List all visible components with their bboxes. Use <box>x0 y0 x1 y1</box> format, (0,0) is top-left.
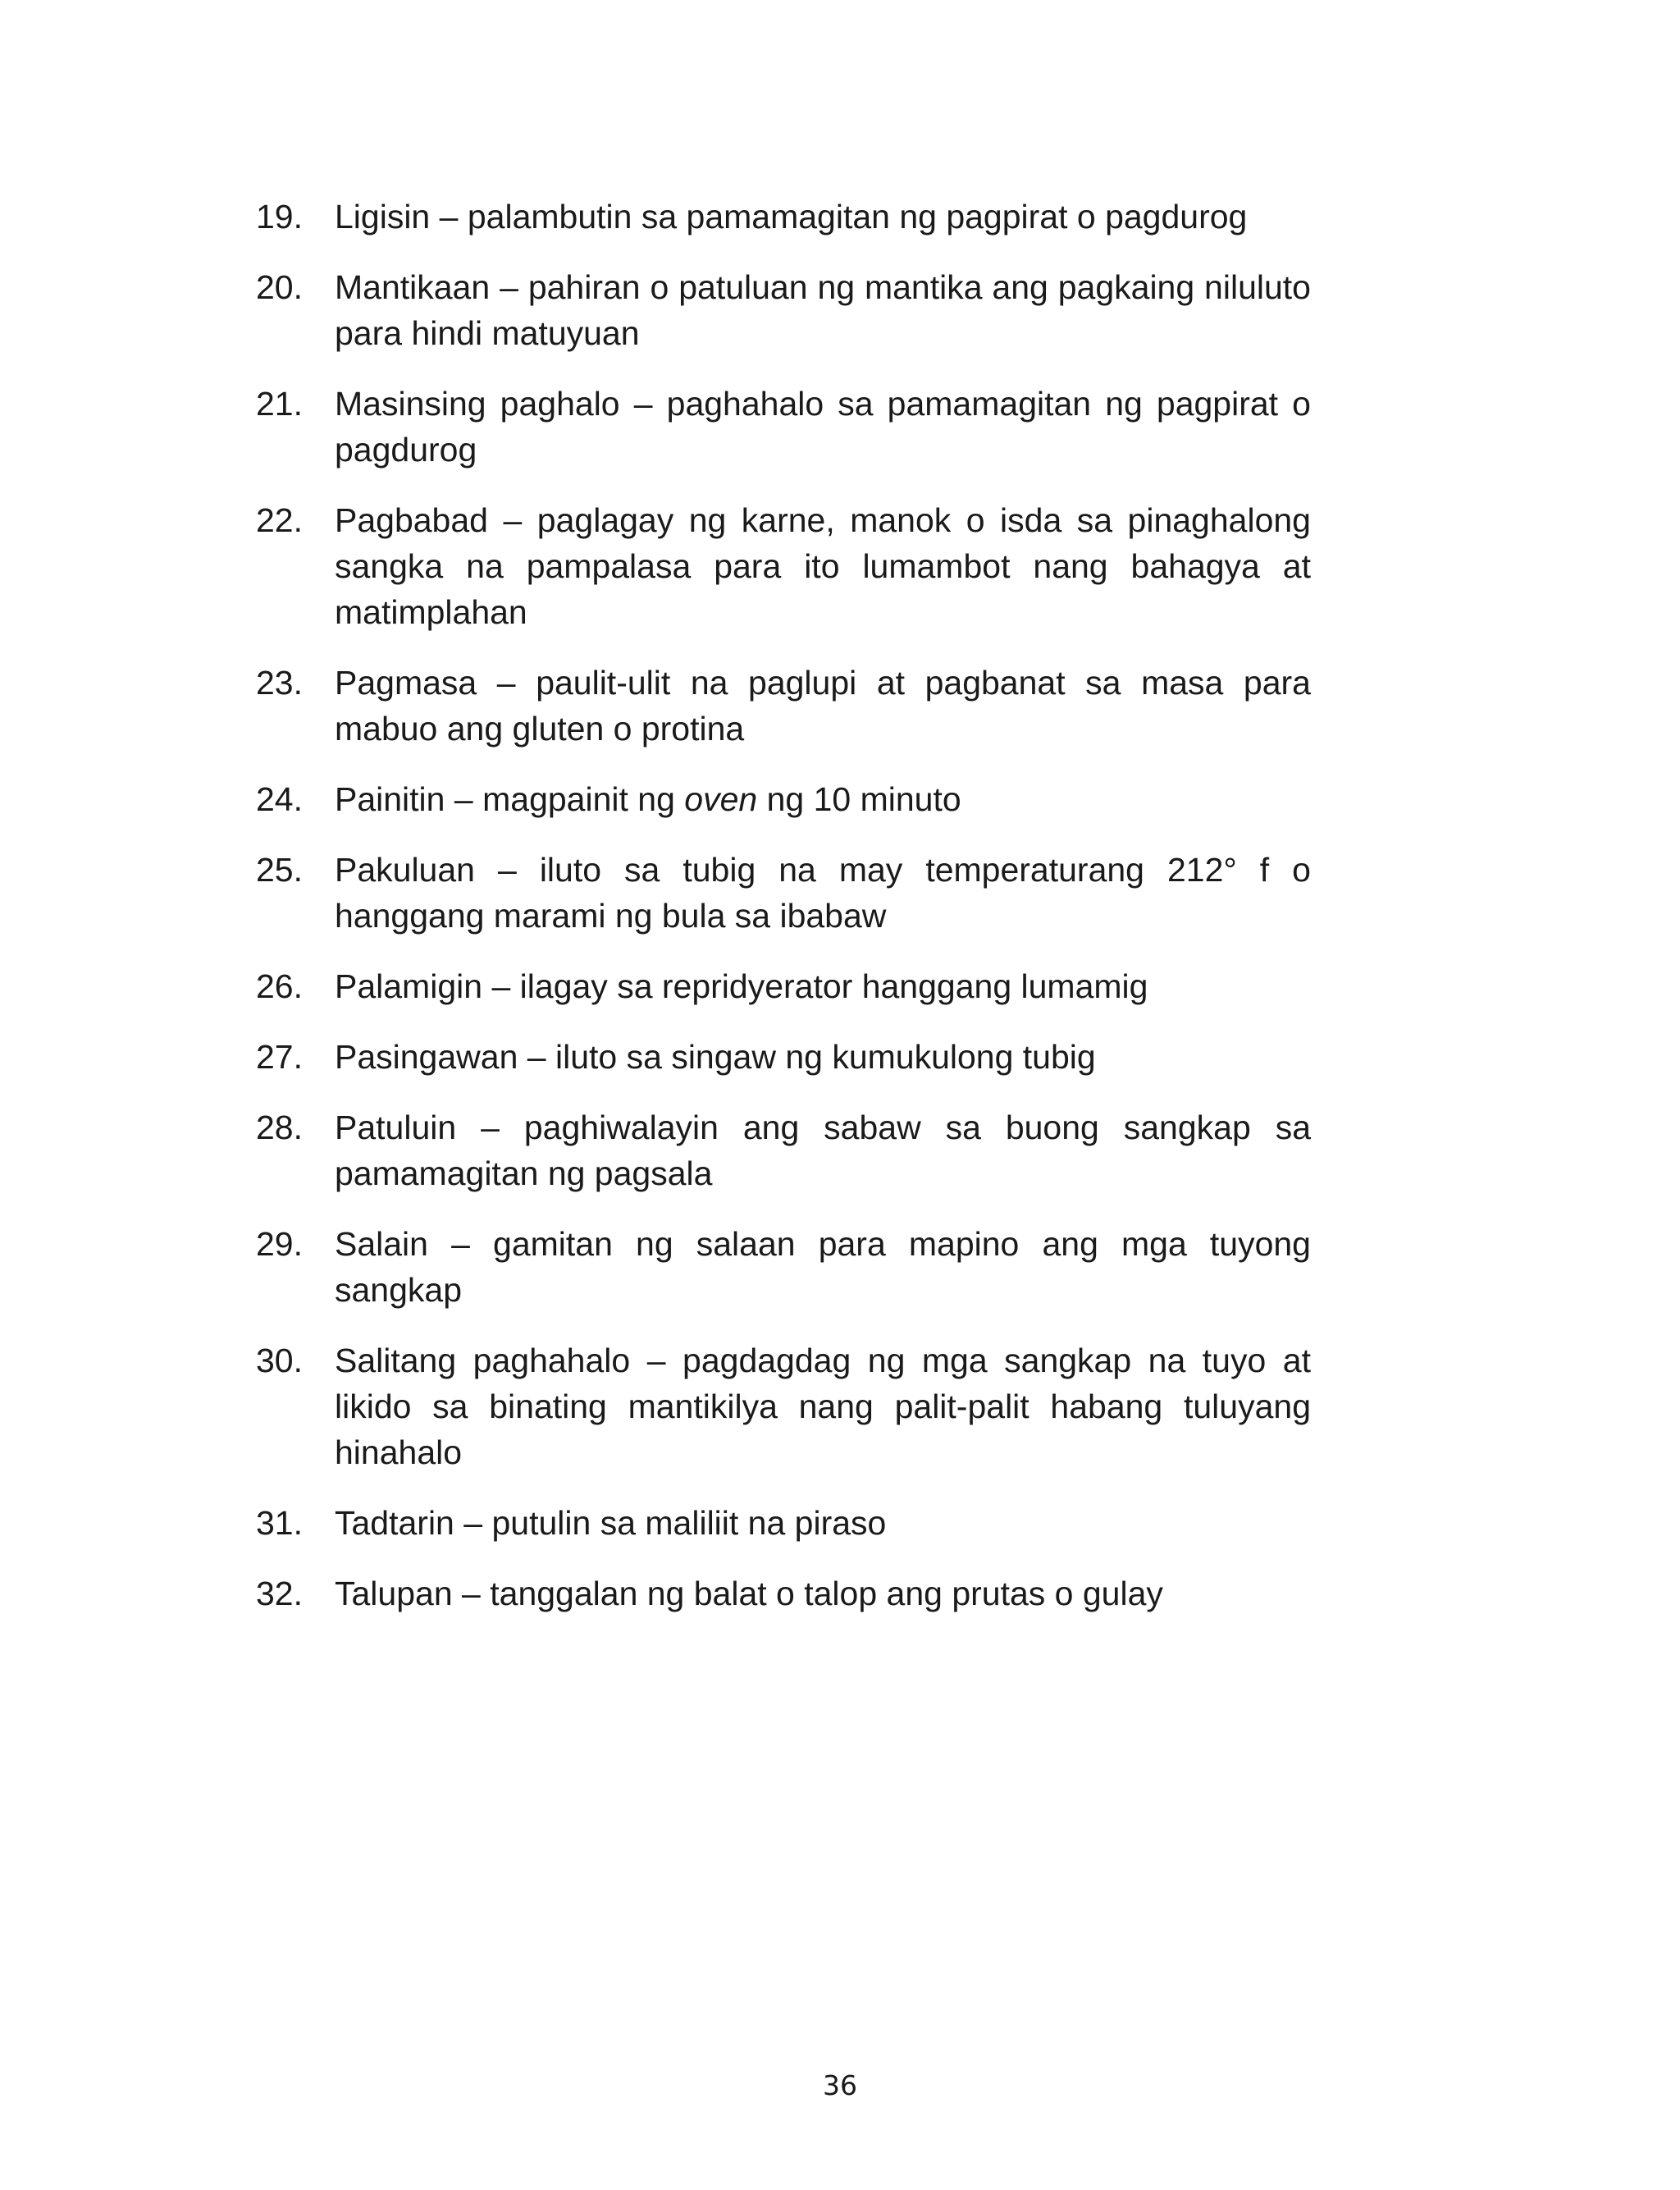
entry-definition: iluto sa singaw ng kumukulong tubig <box>555 1038 1096 1076</box>
glossary-entry-24 <box>256 776 1311 822</box>
entry-dash: – <box>633 385 653 423</box>
entry-definition: pahiran o patuluan ng mantika ang pagkaing niluluto para hindi matuyuan <box>335 268 1311 352</box>
entry-dash: – <box>462 1575 481 1612</box>
glossary-entry-32 <box>256 1570 1311 1616</box>
entry-dash: – <box>496 664 516 702</box>
entry-term: Talupan <box>335 1575 453 1612</box>
entry-dash: – <box>481 1109 500 1146</box>
entry-number: 32. <box>256 1575 303 1612</box>
glossary-entry-25 <box>256 847 1311 939</box>
entry-definition: paghahalo sa pamamagitan ng pagpirat o pagdurog <box>335 385 1311 469</box>
entry-term: Ligisin <box>335 198 431 235</box>
entry-dash: – <box>439 198 459 235</box>
glossary-entry-30 <box>256 1337 1311 1475</box>
entry-dash: – <box>463 1504 483 1542</box>
entry-term: Masinsing paghalo <box>335 385 620 423</box>
entry-term: Pagbabad <box>335 501 488 539</box>
entry-dash: – <box>497 851 517 889</box>
entry-number: 24. <box>256 780 303 818</box>
entry-number: 20. <box>256 268 303 306</box>
entry-term: Pagmasa <box>335 664 477 702</box>
entry-term: Salitang paghahalo <box>335 1342 631 1379</box>
entry-dash: – <box>500 268 518 306</box>
entry-number: 31. <box>256 1504 303 1542</box>
entry-term: Tadtarin <box>335 1504 454 1542</box>
entry-definition: iluto sa tubig na may temperaturang 212° f o hanggang marami ng bula sa ibabaw <box>335 851 1311 935</box>
glossary-entry-26 <box>256 963 1311 1009</box>
entry-number: 25. <box>256 851 303 889</box>
entry-term: Patuluin <box>335 1109 457 1146</box>
entry-number: 21. <box>256 385 303 423</box>
glossary-entry-27 <box>256 1034 1311 1080</box>
entry-number: 26. <box>256 967 303 1005</box>
glossary-entry-28 <box>256 1104 1311 1196</box>
glossary-list <box>256 194 1311 1641</box>
entry-dash: – <box>503 501 523 539</box>
glossary-entry-21 <box>256 381 1311 473</box>
glossary-entry-19 <box>256 194 1311 240</box>
entry-number: 19. <box>256 198 303 235</box>
entry-dash: – <box>451 1225 470 1263</box>
entry-number: 30. <box>256 1342 303 1379</box>
entry-definition: pagdagdag ng mga sangkap na tuyo at likido sa binating mantikilya nang palit-palit habang tuluyang hinahalo <box>335 1342 1311 1471</box>
entry-dash: – <box>491 967 511 1005</box>
entry-definition-emphasis: oven <box>684 780 758 818</box>
glossary-entry-22 <box>256 497 1311 635</box>
entry-dash: – <box>527 1038 546 1076</box>
entry-term: Salain <box>335 1225 428 1263</box>
entry-definition: paulit-ulit na paglupi at pagbanat sa masa para mabuo ang gluten o protina <box>335 664 1311 748</box>
glossary-entry-29 <box>256 1221 1311 1313</box>
entry-definition: tanggalan ng balat o talop ang prutas o gulay <box>490 1575 1163 1612</box>
entry-definition-before: magpainit ng <box>482 780 675 818</box>
glossary-entry-23 <box>256 660 1311 752</box>
entry-dash: – <box>646 1342 666 1379</box>
entry-number: 29. <box>256 1225 303 1263</box>
entry-number: 27. <box>256 1038 303 1076</box>
entry-term: Palamigin <box>335 967 483 1005</box>
entry-number: 28. <box>256 1109 303 1146</box>
entry-term: Painitin <box>335 780 445 818</box>
entry-definition: paglagay ng karne, manok o isda sa pinaghalong sangka na pampalasa para ito lumambot nang bahagya at matimplahan <box>335 501 1311 631</box>
entry-definition: putulin sa maliliit na piraso <box>491 1504 887 1542</box>
entry-term: Pasingawan <box>335 1038 518 1076</box>
glossary-entry-20 <box>256 264 1311 356</box>
entry-definition: gamitan ng salaan para mapino ang mga tuyong sangkap <box>335 1225 1311 1309</box>
page-number: 36 <box>823 2069 857 2101</box>
entry-definition: palambutin sa pamamagitan ng pagpirat o pagdurog <box>467 198 1248 235</box>
glossary-entry-31 <box>256 1500 1311 1546</box>
entry-definition: ilagay sa repridyerator hanggang lumamig <box>519 967 1148 1005</box>
entry-number: 23. <box>256 664 303 702</box>
entry-definition-after: ng 10 minuto <box>766 780 961 818</box>
entry-definition: paghiwalayin ang sabaw sa buong sangkap sa pamamagitan ng pagsala <box>335 1109 1311 1192</box>
entry-number: 22. <box>256 501 303 539</box>
entry-dash: – <box>454 780 473 818</box>
entry-term: Pakuluan <box>335 851 475 889</box>
entry-term: Mantikaan <box>335 268 491 306</box>
